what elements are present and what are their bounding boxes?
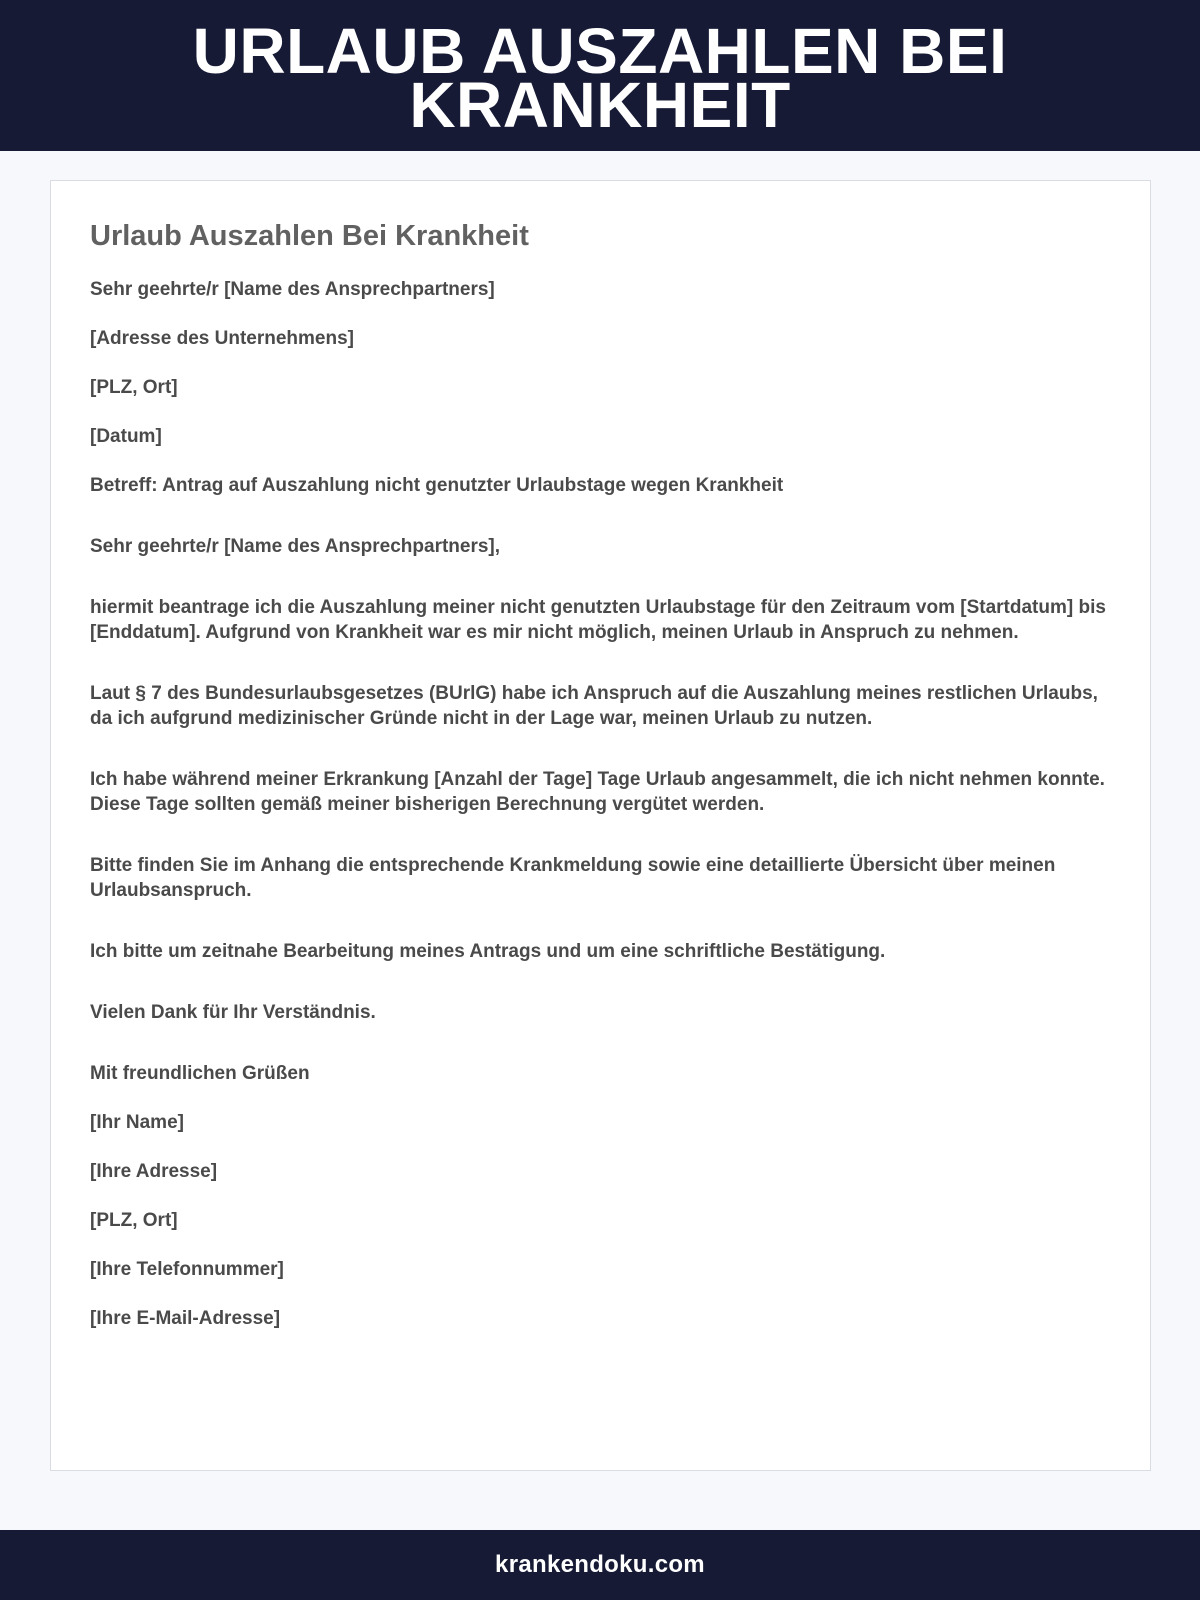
body-paragraph: hiermit beantrage ich die Auszahlung meiner nicht genutzten Urlaubstage für den Zeitraum vom [Startdatum] bis [Enddatum]. Aufgrund von Krankheit war es mir nicht möglich, meinen Urlaub in Anspruch zu nehmen.: [90, 597, 1106, 643]
sender-phone: [Ihre Telefonnummer]: [90, 1259, 284, 1280]
recipient-city: [PLZ, Ort]: [90, 377, 178, 398]
letter-title: Urlaub Auszahlen Bei Krankheit: [90, 220, 529, 252]
body-paragraph: Ich bitte um zeitnahe Bearbeitung meines Antrags und um eine schriftliche Bestätigung.: [90, 941, 886, 962]
body-paragraph: Laut § 7 des Bundesurlaubsgesetzes (BUrlG) habe ich Anspruch auf die Auszahlung meines restlichen Urlaubs, da ich aufgrund medizinischer Gründe nicht in der Lage war, meinen Urlaub zu nutzen.: [90, 683, 1098, 729]
page-footer: [0, 1530, 1200, 1600]
letter-card: [50, 180, 1151, 1471]
page-header: [0, 0, 1200, 151]
recipient-name: Sehr geehrte/r [Name des Ansprechpartners]: [90, 279, 495, 300]
closing: Mit freundlichen Grüßen: [90, 1063, 310, 1084]
sender-city: [PLZ, Ort]: [90, 1210, 178, 1231]
footer-site-name: krankendoku.com: [495, 1551, 705, 1578]
sender-address: [Ihre Adresse]: [90, 1161, 218, 1182]
subject-line: Betreff: Antrag auf Auszahlung nicht genutzter Urlaubstage wegen Krankheit: [90, 475, 784, 496]
salutation: Sehr geehrte/r [Name des Ansprechpartners],: [90, 536, 501, 557]
sender-name: [Ihr Name]: [90, 1112, 184, 1133]
sender-email: [Ihre E-Mail-Adresse]: [90, 1308, 281, 1329]
page-title: URLAUB AUSZAHLEN BEI KRANKHEIT: [192, 14, 1008, 141]
body-paragraph: Vielen Dank für Ihr Verständnis.: [90, 1002, 376, 1023]
letter-date: [Datum]: [90, 426, 162, 447]
body-paragraph: Ich habe während meiner Erkrankung [Anzahl der Tage] Tage Urlaub angesammelt, die ich nicht nehmen konnte. Diese Tage sollten gemäß meiner bisherigen Berechnung vergütet werden.: [90, 769, 1105, 815]
recipient-address: [Adresse des Unternehmens]: [90, 328, 354, 349]
body-paragraph: Bitte finden Sie im Anhang die entsprechende Krankmeldung sowie eine detaillierte Übersicht über meinen Urlaubsanspruch.: [90, 855, 1056, 901]
